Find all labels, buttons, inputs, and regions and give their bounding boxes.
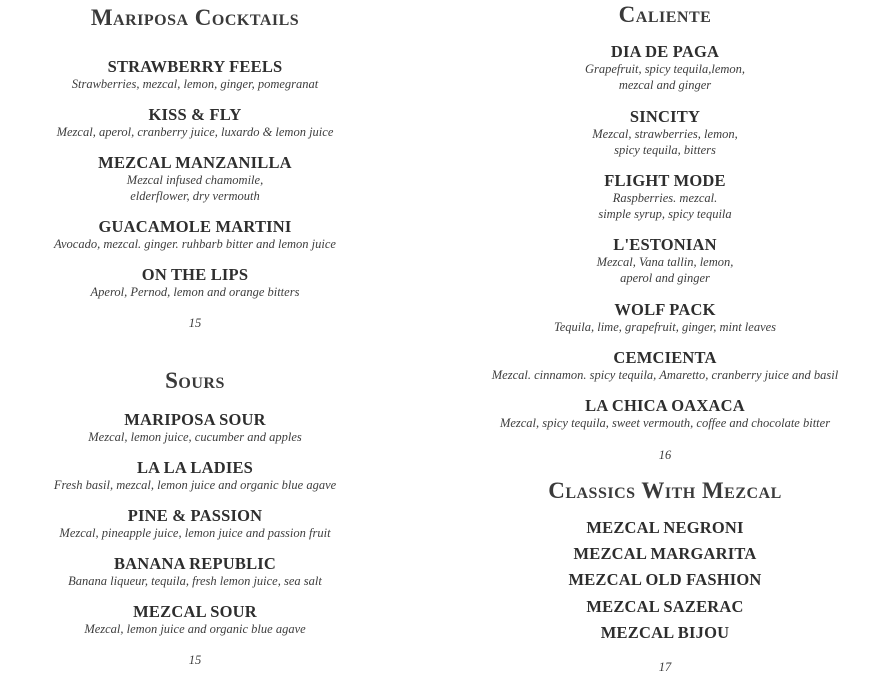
menu-item-wolf-pack bbox=[455, 301, 875, 335]
section-title-classics-with-mezcal: Classics With Mezcal bbox=[548, 478, 782, 503]
menu-item-dia-de-paga bbox=[455, 43, 875, 93]
item-name: MARIPOSA SOUR bbox=[124, 410, 266, 429]
item-description: Strawberries, mezcal, lemon, ginger, pomegranat bbox=[71, 77, 319, 91]
item-description: Tequila, lime, grapefruit, ginger, mint leaves bbox=[553, 320, 777, 334]
item-name: ON THE LIPS bbox=[141, 265, 249, 284]
item-description: Fresh basil, mezcal, lemon juice and organic blue agave bbox=[53, 478, 337, 492]
section-title-sours: Sours bbox=[165, 368, 225, 393]
section-title-mariposa-cocktails: Mariposa Cocktails bbox=[90, 5, 300, 30]
item-description: simple syrup, spicy tequila bbox=[598, 207, 732, 221]
menu-item-kiss-and-fly bbox=[0, 106, 405, 140]
item-description: Grapefruit, spicy tequila,lemon, bbox=[584, 62, 746, 76]
item-description: Mezcal, pineapple juice, lemon juice and passion fruit bbox=[59, 526, 331, 540]
menu-item-banana-republic bbox=[0, 555, 405, 589]
classic-item-mezcal-margarita: MEZCAL MARGARITA bbox=[573, 544, 757, 563]
menu-item-lestonian bbox=[455, 236, 875, 286]
menu-item-la-chica-oaxaca bbox=[455, 397, 875, 431]
item-description: Mezcal, lemon juice, cucumber and apples bbox=[88, 430, 302, 444]
item-description: spicy tequila, bitters bbox=[614, 143, 716, 157]
item-name: L'ESTONIAN bbox=[613, 235, 717, 254]
menu-item-la-la-ladies bbox=[0, 459, 405, 493]
item-name: CEMCIENTA bbox=[613, 348, 717, 367]
item-name: WOLF PACK bbox=[614, 300, 716, 319]
item-name: FLIGHT MODE bbox=[604, 171, 726, 190]
menu-item-pine-and-passion bbox=[0, 507, 405, 541]
item-description: Aperol, Pernod, lemon and orange bitters bbox=[90, 285, 300, 299]
item-description: Mezcal, Vana tallin, lemon, bbox=[596, 255, 734, 269]
classic-item-mezcal-bijou: MEZCAL BIJOU bbox=[600, 623, 730, 642]
section-price-mariposa: 15 bbox=[188, 316, 202, 330]
menu-item-flight-mode bbox=[455, 172, 875, 222]
item-description: Raspberries. mezcal. bbox=[612, 191, 718, 205]
item-description: aperol and ginger bbox=[620, 271, 710, 285]
item-name: MEZCAL MANZANILLA bbox=[98, 153, 292, 172]
item-name: MEZCAL SOUR bbox=[133, 602, 257, 621]
item-name: LA CHICA OAXACA bbox=[585, 396, 745, 415]
item-name: BANANA REPUBLIC bbox=[113, 554, 277, 573]
menu-item-on-the-lips bbox=[0, 266, 405, 300]
section-price-sours: 15 bbox=[188, 653, 202, 667]
item-name: GUACAMOLE MARTINI bbox=[98, 217, 292, 236]
item-name: PINE & PASSION bbox=[127, 506, 263, 525]
item-description: Avocado, mezcal. ginger. ruhbarb bitter and lemon juice bbox=[54, 237, 336, 251]
section-title-caliente: Caliente bbox=[618, 2, 712, 27]
section-price-caliente: 16 bbox=[658, 448, 672, 462]
item-description: Mezcal, strawberries, lemon, bbox=[592, 127, 738, 141]
item-description: Mezcal. cinnamon. spicy tequila, Amaretto, cranberry juice and basil bbox=[491, 368, 839, 382]
item-name: SINCITY bbox=[629, 107, 701, 126]
item-description: Mezcal, lemon juice and organic blue agave bbox=[84, 622, 306, 636]
menu-item-guacamole-martini bbox=[0, 218, 405, 252]
item-description: Banana liqueur, tequila, fresh lemon juice, sea salt bbox=[68, 574, 322, 588]
item-description: Mezcal infused chamomile, bbox=[126, 173, 264, 187]
classic-item-mezcal-negroni: MEZCAL NEGRONI bbox=[586, 518, 744, 537]
menu-item-sincity bbox=[455, 108, 875, 158]
item-description: elderflower, dry vermouth bbox=[130, 189, 260, 203]
item-name: KISS & FLY bbox=[148, 105, 242, 124]
menu-item-mariposa-sour bbox=[0, 411, 405, 445]
item-name: DIA DE PAGA bbox=[610, 42, 720, 61]
classic-item-mezcal-sazerac: MEZCAL SAZERAC bbox=[586, 597, 744, 616]
item-description: Mezcal, aperol, cranberry juice, luxardo & lemon juice bbox=[56, 125, 334, 139]
menu-item-cemcienta bbox=[455, 349, 875, 383]
item-description: mezcal and ginger bbox=[618, 78, 712, 92]
menu-item-mezcal-sour bbox=[0, 603, 405, 637]
item-name: LA LA LADIES bbox=[136, 458, 254, 477]
item-name: STRAWBERRY FEELS bbox=[107, 57, 283, 76]
item-description: Mezcal, spicy tequila, sweet vermouth, coffee and chocolate bitter bbox=[499, 416, 831, 430]
menu-item-mezcal-manzanilla bbox=[0, 154, 405, 204]
section-price-classics: 17 bbox=[658, 660, 672, 674]
menu-item-strawberry-feels bbox=[0, 58, 405, 92]
classic-item-mezcal-old-fashion: MEZCAL OLD FASHION bbox=[568, 570, 762, 589]
